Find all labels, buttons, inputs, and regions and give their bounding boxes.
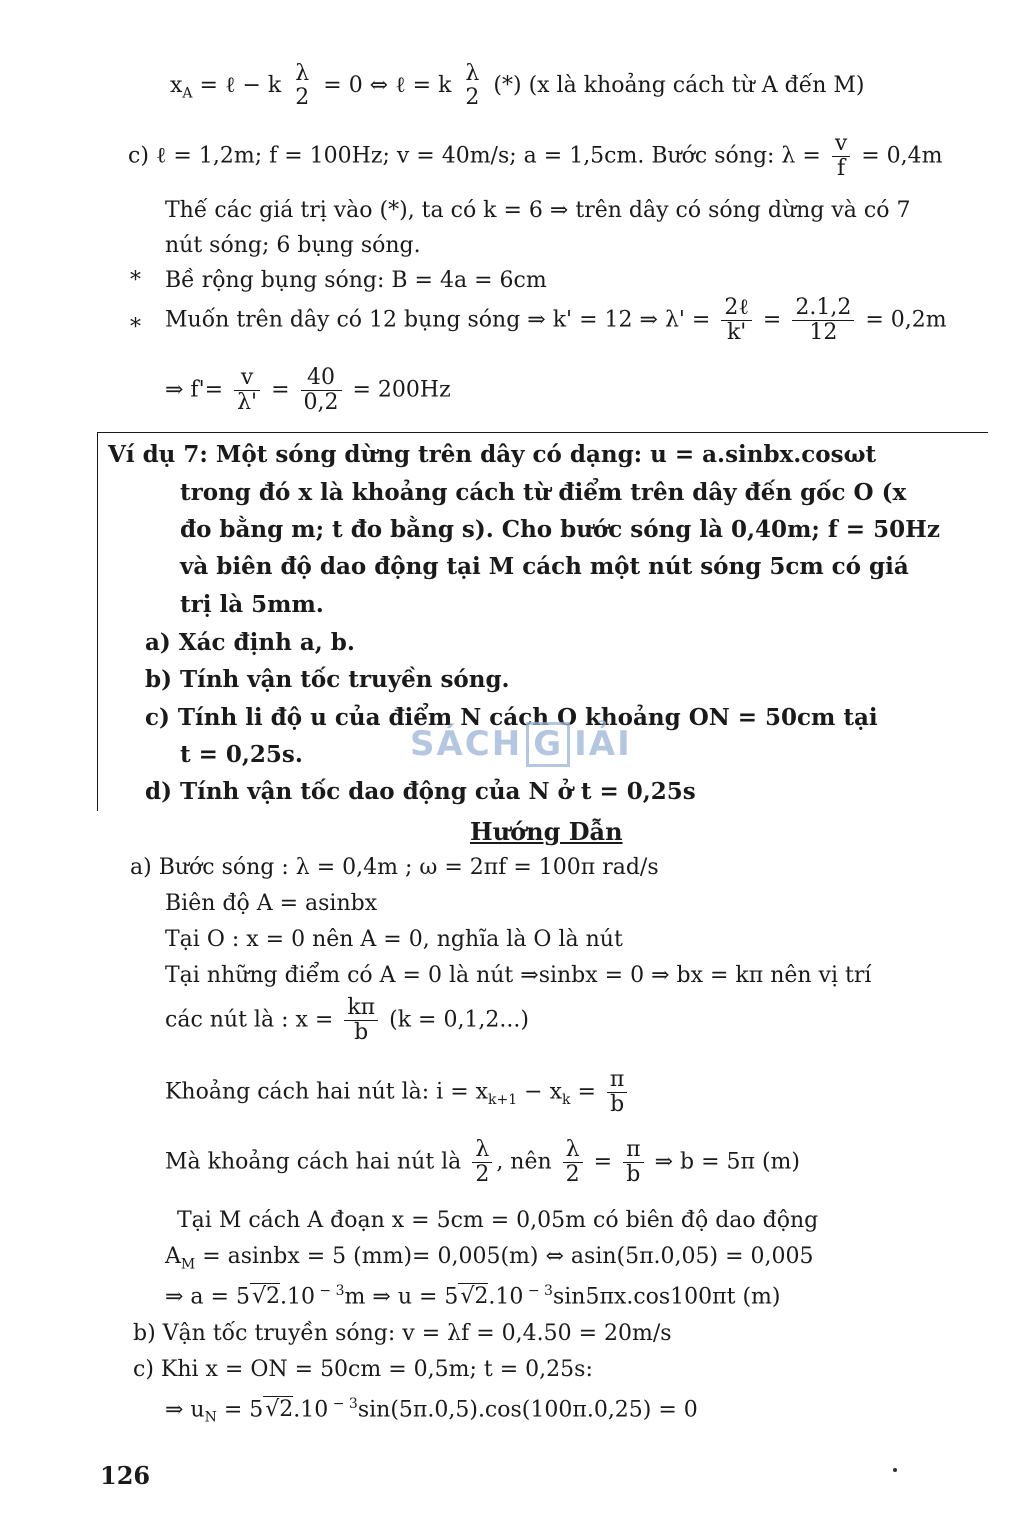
text: = asinbx = 5 (mm)= 0,005(m) ⇔ asin(5π.0,05) = 0,005 bbox=[195, 1244, 814, 1269]
page-number: 126 bbox=[100, 1461, 151, 1490]
guide-line: Biên độ A = asinbx bbox=[165, 891, 378, 916]
text: A bbox=[165, 1244, 181, 1269]
text: c) ℓ = 1,2m; f = 100Hz; v = 40m/s; a = 1,5cm. Bước sóng: λ = bbox=[128, 143, 821, 169]
paragraph-line: nút sóng; 6 bụng sóng. bbox=[165, 233, 421, 258]
text: (*) (x là khoảng cách từ A đến M) bbox=[493, 73, 865, 99]
text: .10 bbox=[488, 1284, 524, 1310]
question-a: a) Xác định a, b. bbox=[145, 629, 355, 656]
text: k bbox=[562, 1092, 571, 1109]
text: Muốn trên dây có 12 bụng sóng ⇒ k' = 12 ⇒ λ' = bbox=[165, 307, 711, 333]
text: = ℓ − k bbox=[192, 73, 282, 99]
guide-formula bbox=[165, 996, 529, 1045]
formula-line bbox=[165, 366, 451, 415]
formula-line-1 bbox=[170, 62, 865, 110]
numerator: 2.1,2 bbox=[795, 295, 852, 320]
text: sin5πx.cos100πt (m) bbox=[552, 1284, 781, 1310]
text: = bbox=[271, 377, 290, 403]
text: .10 bbox=[279, 1284, 315, 1310]
text: A bbox=[182, 85, 193, 102]
numerator: kπ bbox=[347, 995, 376, 1020]
fraction bbox=[344, 996, 378, 1045]
denominator: b bbox=[623, 1162, 643, 1187]
text: ⇒ u bbox=[165, 1397, 205, 1423]
question-c-cont: t = 0,25s. bbox=[180, 741, 303, 768]
denominator: b bbox=[344, 1020, 378, 1045]
exponent: − 3 bbox=[328, 1396, 358, 1412]
guide-line: b) Vận tốc truyền sóng: v = λf = 0,4.50 = 20m/s bbox=[133, 1321, 672, 1346]
guide-formula bbox=[165, 1138, 800, 1187]
fraction bbox=[292, 62, 312, 110]
denominator: 2 bbox=[295, 85, 310, 111]
guide-line: c) Khi x = ON = 50cm = 0,5m; t = 0,25s: bbox=[133, 1357, 593, 1382]
numerator: v bbox=[834, 131, 848, 156]
guide-formula bbox=[165, 1283, 781, 1310]
watermark-text: SÁCH bbox=[410, 724, 523, 764]
numerator: λ bbox=[475, 1137, 490, 1162]
paragraph-line: Thế các giá trị vào (*), ta có k = 6 ⇒ trên dây có sóng dừng và có 7 bbox=[165, 198, 911, 223]
denominator: λ' bbox=[234, 390, 260, 415]
watermark-text: G bbox=[526, 722, 570, 767]
example-title: Ví dụ 7: Một sóng dừng trên dây có dạng: u = a.sinbx.cosωt bbox=[108, 441, 877, 468]
text: N bbox=[204, 1409, 217, 1426]
example-text: trị là 5mm. bbox=[180, 591, 324, 618]
text: , nên bbox=[496, 1149, 552, 1175]
guide-formula bbox=[165, 1244, 814, 1272]
denominator: 2 bbox=[472, 1162, 492, 1187]
watermark-logo bbox=[410, 722, 632, 767]
fraction bbox=[792, 296, 854, 345]
sqrt: √2 bbox=[265, 1397, 294, 1423]
denominator: k' bbox=[721, 320, 752, 345]
text: k+1 bbox=[488, 1092, 518, 1109]
text: .10 bbox=[293, 1397, 329, 1423]
guide-formula bbox=[165, 1396, 698, 1426]
text: Khoảng cách hai nút là: i = x bbox=[165, 1079, 489, 1105]
numerator: π bbox=[626, 1137, 641, 1162]
numerator: 2ℓ bbox=[724, 295, 749, 320]
sqrt: √2 bbox=[460, 1284, 489, 1310]
numerator: v bbox=[240, 365, 254, 390]
numerator: λ bbox=[565, 1137, 580, 1162]
example-text: đo bằng m; t đo bằng s). Cho bước sóng là 0,40m; f = 50Hz bbox=[180, 516, 940, 543]
fraction bbox=[607, 1068, 627, 1117]
question-d: d) Tính vận tốc dao động của N ở t = 0,25s bbox=[145, 778, 696, 805]
paragraph-line: Bề rộng bụng sóng: B = 4a = 6cm bbox=[165, 268, 547, 293]
question-c: c) Tính li độ u của điểm N cách O khoảng ON = 50cm tại bbox=[145, 704, 878, 731]
text: x bbox=[170, 73, 183, 99]
text: sin(5π.0,5).cos(100π.0,25) = 0 bbox=[357, 1397, 698, 1423]
fraction bbox=[623, 1138, 643, 1187]
decorative-dot bbox=[893, 1468, 897, 1472]
text: m ⇒ u = 5 bbox=[344, 1284, 459, 1310]
question-b: b) Tính vận tốc truyền sóng. bbox=[145, 666, 510, 693]
text: = bbox=[762, 307, 782, 333]
text: = 0 ⇔ ℓ = k bbox=[323, 73, 452, 99]
formula-line bbox=[165, 296, 947, 345]
text: ⇒ f'= bbox=[165, 377, 224, 403]
denominator: b bbox=[607, 1092, 627, 1117]
denominator: 2 bbox=[563, 1162, 583, 1187]
text: các nút là : x = bbox=[165, 1007, 334, 1033]
fraction bbox=[462, 62, 482, 110]
fraction bbox=[472, 1138, 492, 1187]
text: ⇒ b = 5π (m) bbox=[654, 1149, 800, 1175]
text: = 0,4m bbox=[861, 143, 943, 169]
section-heading: Hướng Dẫn bbox=[470, 817, 623, 846]
text: = 0,2m bbox=[865, 307, 947, 333]
text: = bbox=[570, 1079, 596, 1105]
sqrt: √2 bbox=[251, 1284, 280, 1310]
guide-line: Tại M cách A đoạn x = 5cm = 0,05m có biên độ dao động bbox=[177, 1208, 819, 1233]
text: Mà khoảng cách hai nút là bbox=[165, 1149, 462, 1175]
numerator: λ bbox=[295, 61, 310, 86]
exponent: − 3 bbox=[523, 1283, 553, 1299]
text: = 200Hz bbox=[352, 377, 451, 403]
text: ⇒ a = 5 bbox=[165, 1284, 250, 1310]
guide-line: a) Bước sóng : λ = 0,4m ; ω = 2πf = 100π rad/s bbox=[130, 855, 659, 880]
fraction bbox=[563, 1138, 583, 1187]
denominator: 2 bbox=[465, 85, 480, 111]
watermark-text: IẢI bbox=[574, 724, 632, 764]
fraction bbox=[832, 132, 850, 181]
text: (k = 0,1,2...) bbox=[389, 1007, 529, 1033]
numerator: λ bbox=[465, 61, 480, 86]
denominator: f bbox=[832, 156, 850, 181]
text: = 5 bbox=[216, 1397, 264, 1423]
guide-line: Tại những điểm có A = 0 là nút ⇒sinbx = 0 ⇒ bx = kπ nên vị trí bbox=[165, 963, 872, 988]
example-text: và biên độ dao động tại M cách một nút sóng 5cm có giá bbox=[180, 553, 909, 580]
example-text: trong đó x là khoảng cách từ điểm trên dây đến gốc O (x bbox=[180, 479, 907, 506]
denominator: 12 bbox=[792, 320, 854, 345]
denominator: 0,2 bbox=[301, 390, 342, 415]
bullet-star: * bbox=[130, 315, 141, 340]
text: − x bbox=[517, 1079, 562, 1105]
fraction bbox=[301, 366, 342, 415]
numerator: π bbox=[609, 1067, 625, 1092]
guide-line: Tại O : x = 0 nên A = 0, nghĩa là O là nút bbox=[165, 927, 623, 952]
bullet-star: * bbox=[130, 268, 141, 293]
fraction bbox=[721, 296, 752, 345]
numerator: 40 bbox=[307, 365, 335, 390]
text: = bbox=[593, 1149, 613, 1175]
text: M bbox=[180, 1256, 196, 1273]
guide-formula bbox=[165, 1068, 631, 1117]
line-c bbox=[128, 132, 943, 181]
exponent: − 3 bbox=[314, 1283, 345, 1299]
fraction bbox=[234, 366, 260, 415]
